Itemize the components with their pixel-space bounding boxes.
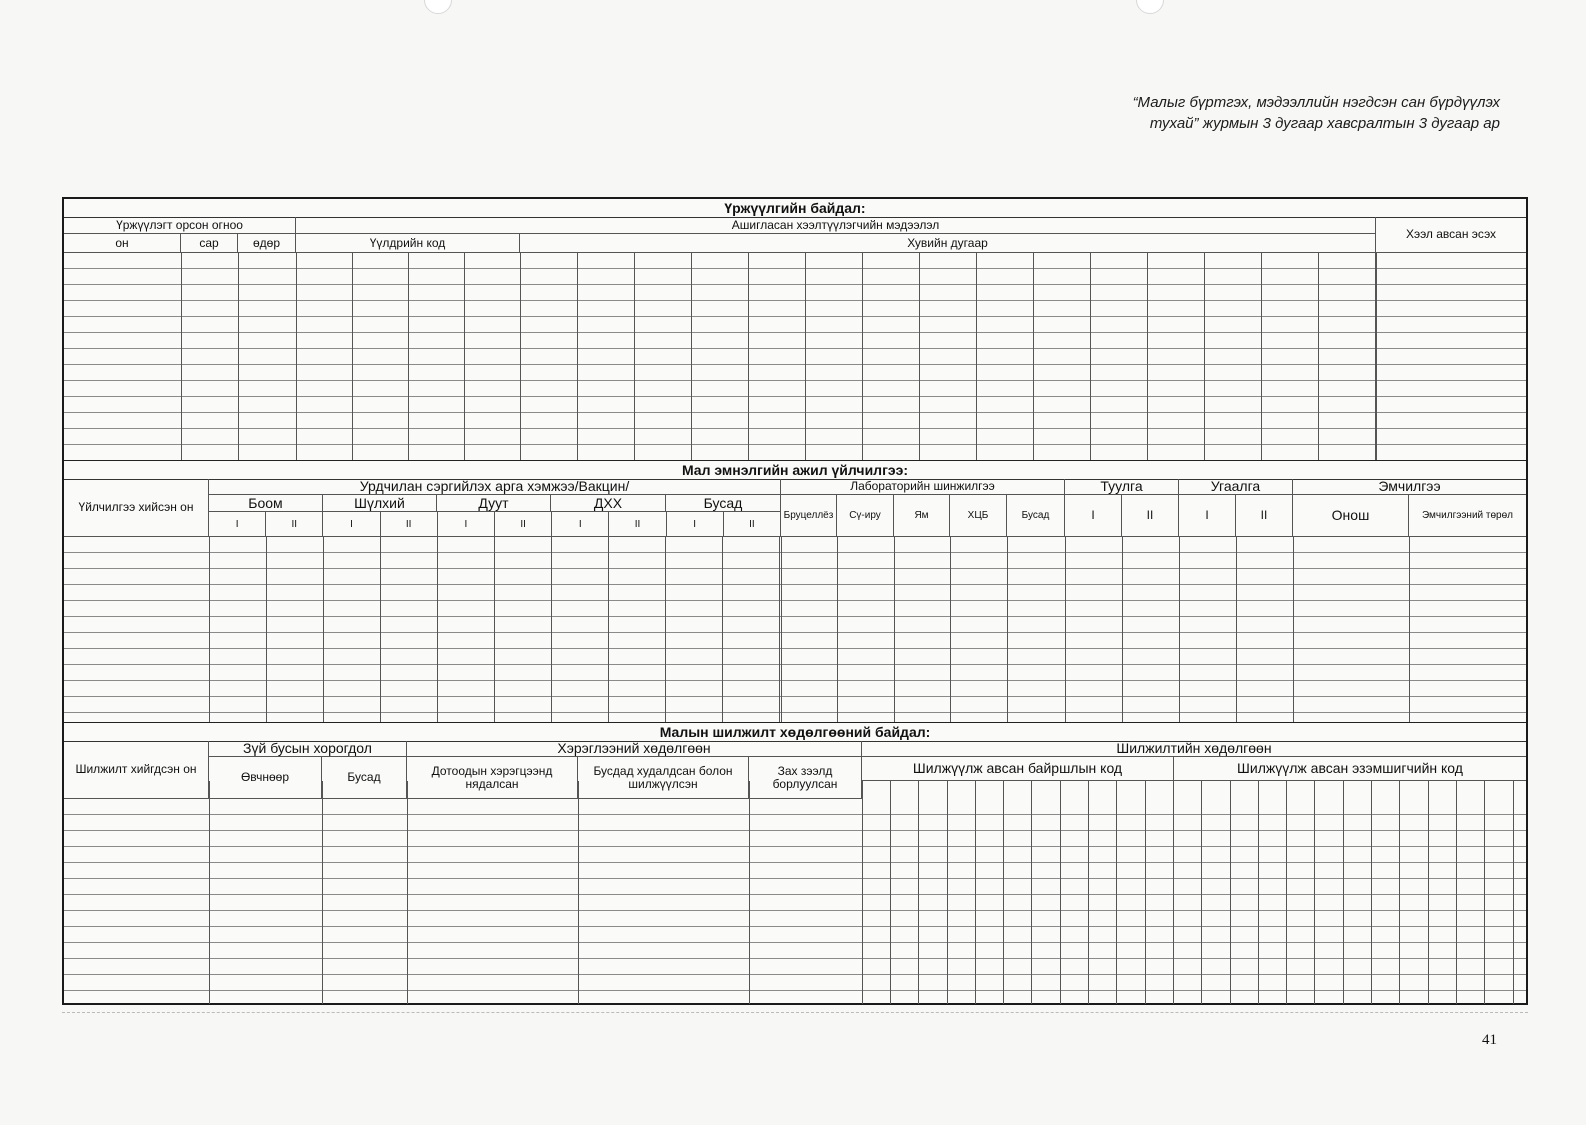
grid-column-line	[1204, 253, 1205, 460]
movement-section-title: Малын шилжилт хөдөлгөөний байдал:	[64, 723, 1526, 742]
breeding-date-group-header: Үржүүлэгт орсон огноо	[64, 217, 296, 234]
market-sale-header: Зах зээлд борлуулсан	[749, 757, 862, 799]
movement-entry-grid[interactable]	[64, 799, 1526, 1004]
grid-column-line	[862, 253, 863, 460]
vaccine-round-header: I	[438, 512, 495, 537]
grid-column-line	[1513, 781, 1514, 1004]
owner-code-header: Шилжүүлж авсан эзэмшигчийн код	[1174, 757, 1526, 781]
grid-column-line	[1428, 781, 1429, 1004]
grid-column-line	[1293, 537, 1294, 722]
disease-loss-header: Өвчнөөр	[209, 757, 322, 799]
other-sale-header: Бусдад худалдсан болон шилжүүлсэн	[578, 757, 749, 799]
grid-column-line	[781, 537, 782, 722]
grid-column-line	[608, 537, 609, 722]
breeding-year-header: он	[64, 234, 181, 253]
vaccine-round-header: I	[323, 512, 380, 537]
grid-column-line	[634, 253, 635, 460]
grid-column-line	[805, 253, 806, 460]
grid-column-line	[181, 253, 182, 460]
vaccine-round-header: I	[209, 512, 266, 537]
grid-column-line	[578, 781, 579, 1004]
grid-column-line	[665, 537, 666, 722]
grid-column-line	[1145, 781, 1146, 1004]
male-info-header: Ашигласан хээлтүүлэгчийн мэдээлэл	[296, 217, 1376, 234]
grid-column-line	[380, 537, 381, 722]
regulation-note-line1: “Малыг бүртгэх, мэдээллийн нэгдсэн сан бүрдүүлэх	[1132, 94, 1500, 111]
grid-column-line	[296, 253, 297, 460]
grid-column-line	[1484, 781, 1485, 1004]
transfer-header: Шилжилтийн хөдөлгөөн	[862, 741, 1526, 757]
grid-column-line	[1456, 781, 1457, 1004]
deworm-header: Туулга	[1065, 479, 1179, 495]
treatment-header: Эмчилгээ	[1293, 479, 1526, 495]
sale-move-header: Хэрэглээний хөдөлгөөн	[407, 741, 862, 757]
breeding-month-header: сар	[181, 234, 238, 253]
grid-column-line	[352, 253, 353, 460]
lab-suiru-header: Сү-иру	[837, 495, 894, 537]
diagnosis-header: Онош	[1293, 495, 1409, 537]
vet-entry-grid[interactable]	[64, 537, 1526, 722]
wash-one-header: I	[1179, 495, 1236, 537]
pregnancy-header: Хээл авсан эсэх	[1376, 217, 1526, 253]
disease-blackleg-header: Дуут	[437, 495, 551, 512]
move-year-header: Шилжилт хийгдсэн он	[64, 741, 209, 799]
grid-column-line	[407, 781, 408, 1004]
vaccine-round-header: I	[667, 512, 724, 537]
bottom-dashed-rule	[62, 1012, 1528, 1013]
vaccine-round-header: II	[495, 512, 552, 537]
other-loss-header: Бусад	[322, 757, 407, 799]
grid-column-line	[779, 537, 780, 722]
grid-column-line	[1201, 781, 1202, 1004]
grid-column-line	[1003, 781, 1004, 1004]
grid-column-line	[1318, 253, 1319, 460]
vaccine-round-header: II	[266, 512, 323, 537]
grid-column-line	[1060, 781, 1061, 1004]
deworm-two-header: II	[1122, 495, 1179, 537]
page-number: 41	[1482, 1032, 1497, 1048]
deworm-one-header: I	[1065, 495, 1122, 537]
grid-column-line	[577, 253, 578, 460]
grid-column-line	[1007, 537, 1008, 722]
grid-column-line	[1286, 781, 1287, 1004]
grid-column-line	[1236, 537, 1237, 722]
grid-column-line	[1031, 781, 1032, 1004]
grid-column-line	[722, 537, 723, 722]
vaccine-round-header: II	[724, 512, 781, 537]
grid-column-line	[1173, 781, 1174, 1004]
wash-header: Угаалга	[1179, 479, 1293, 495]
grid-column-line	[322, 781, 323, 1004]
grid-column-line	[1371, 781, 1372, 1004]
grid-column-line	[1261, 253, 1262, 460]
grid-column-line	[894, 537, 895, 722]
grid-column-line	[494, 537, 495, 722]
lab-brucellosis-header: Бруцеллёз	[781, 495, 837, 537]
wash-two-header: II	[1236, 495, 1293, 537]
grid-column-line	[1065, 537, 1066, 722]
grid-column-line	[862, 781, 863, 1004]
grid-column-line	[1230, 781, 1231, 1004]
grid-column-line	[1122, 537, 1123, 722]
grid-column-line	[1258, 781, 1259, 1004]
treatment-type-header: Эмчилгээний төрөл	[1409, 495, 1526, 537]
disease-other-header: Бусад	[666, 495, 781, 512]
binder-hole-right	[1136, 0, 1164, 14]
grid-column-line	[551, 537, 552, 722]
grid-column-line	[520, 253, 521, 460]
grid-column-line	[947, 781, 948, 1004]
grid-column-line	[209, 537, 210, 722]
breeding-entry-grid[interactable]	[64, 253, 1526, 460]
grid-column-line	[209, 781, 210, 1004]
grid-column-line	[437, 537, 438, 722]
livestock-record-form	[62, 197, 1528, 1005]
disease-anthrax-header: Боом	[209, 495, 323, 512]
grid-column-line	[975, 781, 976, 1004]
grid-column-line	[1179, 537, 1180, 722]
individual-number-header: Хувийн дугаар	[520, 234, 1376, 253]
grid-column-line	[837, 537, 838, 722]
grid-column-line	[238, 253, 239, 460]
grid-column-line	[918, 781, 919, 1004]
vaccine-round-header: II	[381, 512, 438, 537]
grid-column-line	[323, 537, 324, 722]
service-year-header: Үйлчилгээ хийсэн он	[64, 479, 209, 537]
movement-section	[64, 723, 1526, 1005]
grid-column-line	[976, 253, 977, 460]
regulation-annex-note	[1040, 92, 1500, 134]
vaccine-round-header: I	[552, 512, 609, 537]
grid-column-line	[1033, 253, 1034, 460]
grid-column-line	[890, 781, 891, 1004]
grid-column-line	[749, 781, 750, 1004]
breeding-section-title: Үржүүлгийн байдал:	[64, 199, 1526, 218]
grid-column-line	[1147, 253, 1148, 460]
breeding-section	[64, 199, 1526, 461]
prevention-header: Урдчилан сэргийлэх арга хэмжээ/Вакцин/	[209, 479, 781, 495]
regulation-note-line2: тухай” журмын 3 дугаар хавсралтын 3 дугаар ар	[1149, 115, 1500, 132]
grid-column-line	[1376, 253, 1377, 460]
disease-fmd-header: Шүлхий	[323, 495, 437, 512]
grid-column-line	[408, 253, 409, 460]
herd-code-header: Үүлдрийн код	[296, 234, 520, 253]
binder-hole-left	[424, 0, 452, 14]
grid-column-line	[919, 253, 920, 460]
vaccine-round-header: II	[609, 512, 666, 537]
grid-column-line	[1090, 253, 1091, 460]
lab-glanders-header: Ям	[894, 495, 950, 537]
internal-use-header: Дотоодын хэрэгцээнд нядалсан	[407, 757, 578, 799]
grid-column-line	[266, 537, 267, 722]
grid-column-line	[691, 253, 692, 460]
disease-dkh-header: ДХХ	[551, 495, 666, 512]
grid-column-line	[1314, 781, 1315, 1004]
grid-column-line	[1088, 781, 1089, 1004]
grid-column-line	[464, 253, 465, 460]
lab-other-header: Бусад	[1007, 495, 1065, 537]
grid-column-line	[748, 253, 749, 460]
grid-column-line	[1399, 781, 1400, 1004]
location-code-header: Шилжүүлж авсан байршлын код	[862, 757, 1174, 781]
lab-header: Лабораторийн шинжилгээ	[781, 479, 1065, 495]
vet-section-title: Мал эмнэлгийн ажил үйлчилгээ:	[64, 461, 1526, 480]
grid-column-line	[950, 537, 951, 722]
vet-section	[64, 461, 1526, 723]
breeding-day-header: өдөр	[238, 234, 296, 253]
grid-column-line	[1409, 537, 1410, 722]
grid-column-line	[1116, 781, 1117, 1004]
lab-hcb-header: ХЦБ	[950, 495, 1007, 537]
grid-column-line	[1343, 781, 1344, 1004]
loss-header: Зүй бусын хорогдол	[209, 741, 407, 757]
